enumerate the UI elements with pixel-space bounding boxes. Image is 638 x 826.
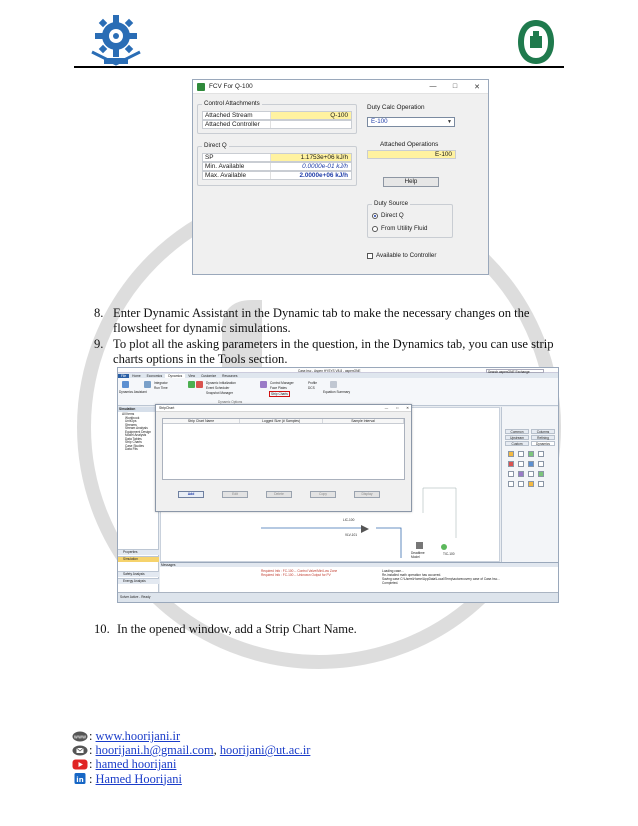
tree-item[interactable]: Model Analysis <box>125 433 147 437</box>
available-to-controller-checkbox[interactable] <box>367 252 436 259</box>
nav-properties[interactable]: Properties <box>118 549 159 555</box>
radio-direct-q[interactable] <box>372 212 404 219</box>
nav-safety-analysis[interactable]: Safety Analysis <box>118 571 159 577</box>
row-label: Max. Available <box>203 172 271 179</box>
ribbon-label[interactable]: DCS <box>308 386 315 390</box>
search-input[interactable]: Search aspenONE Exchange <box>486 369 544 373</box>
add-button[interactable]: Add <box>178 491 204 498</box>
ribbon-label[interactable]: Control Manager <box>270 381 294 385</box>
tab-resources[interactable]: Resources <box>222 373 238 378</box>
canvas-label-deadtime: Deadtime Model <box>411 551 425 559</box>
tree-item[interactable]: Streams <box>125 422 137 427</box>
fcv-dialog <box>192 79 489 275</box>
hysys-title: Case.hsc - Aspen HYSYS V8.8 - aspenONE <box>298 368 361 373</box>
nav-tree <box>118 412 158 451</box>
strip-chart-title-bar <box>156 405 411 412</box>
canvas-label-lic: LIC-100 <box>343 518 355 522</box>
attached-stream-row[interactable] <box>202 111 352 120</box>
attached-operations-field[interactable] <box>367 150 456 159</box>
fcv-title-bar <box>193 80 488 94</box>
checkbox-icon <box>367 253 373 259</box>
row-label: Attached Controller <box>203 121 271 128</box>
ribbon <box>118 378 558 406</box>
sp-row[interactable] <box>202 153 352 162</box>
run-icon[interactable] <box>188 381 195 388</box>
palette-icon[interactable] <box>528 471 534 477</box>
palette-icon[interactable] <box>508 471 514 477</box>
web-icon <box>72 731 88 742</box>
ribbon-label: Dynamics Assistant <box>119 390 147 394</box>
palette-icon[interactable] <box>528 481 534 487</box>
tree-item[interactable]: UnitOps <box>125 419 137 423</box>
palette-icon[interactable] <box>538 481 544 487</box>
university-seal-icon <box>516 18 556 66</box>
radio-label: From Utility Fluid <box>381 225 428 232</box>
message-line: Completed. <box>382 581 399 585</box>
tree-item[interactable]: Strip Charts <box>125 440 142 444</box>
row-label: Attached Stream <box>203 112 271 119</box>
model-palette <box>501 407 558 562</box>
messages-panel <box>160 562 558 592</box>
control-attachments-group <box>197 100 357 134</box>
group-caption: Control Attachments <box>204 100 260 107</box>
colon: : <box>89 757 96 772</box>
step-number: 10. <box>94 622 110 636</box>
ribbon-label[interactable]: Dynamic Initialization <box>206 381 236 385</box>
table-header <box>163 419 404 424</box>
contact-linkedin <box>72 772 310 786</box>
list-item <box>94 337 554 367</box>
email-icon <box>72 745 88 756</box>
maximize-icon[interactable]: □ <box>452 82 458 90</box>
hysys-title-bar <box>118 368 558 373</box>
message-red: Required Info : FC-100 -- Control Valve/Min/Low Zone <box>261 569 338 573</box>
row-value[interactable] <box>271 121 351 128</box>
tab-file[interactable]: File <box>118 374 129 378</box>
palette-tab-refining[interactable]: Refining <box>531 435 555 440</box>
stop-icon[interactable] <box>196 381 203 388</box>
list-item <box>94 306 554 336</box>
message-line: Saving case C:\Users\Home\AppData\Local\Temp\autorecovery case of Case.hsc... <box>382 577 500 581</box>
row-value[interactable]: 2.0000e+06 kJ/h <box>299 172 348 179</box>
row-value[interactable]: 0.0000e-01 kJ/h <box>302 163 348 170</box>
palette-tab-dynamics[interactable]: Dynamics <box>531 441 555 446</box>
strip-chart-table[interactable] <box>162 418 405 480</box>
strip-chart-dialog <box>155 404 412 512</box>
tab-view[interactable]: View <box>188 373 196 378</box>
tree-item[interactable]: Data Tables <box>125 436 142 441</box>
duty-calc-value: E-100 <box>371 118 388 125</box>
column-header: Strip Chart Name <box>163 419 240 423</box>
palette-icon[interactable] <box>528 461 534 467</box>
comma: , <box>213 743 220 758</box>
step-number: 9. <box>94 337 104 351</box>
integrator-icon[interactable] <box>144 381 151 388</box>
tab-customize[interactable]: Customize <box>201 373 217 378</box>
help-button[interactable]: Help <box>383 177 439 187</box>
min-available-row[interactable] <box>202 162 352 171</box>
youtube-link[interactable]: hamed hoorijani <box>95 757 177 772</box>
column-header: Logged Size (# Samples) <box>240 419 323 423</box>
nav-energy-analysis[interactable]: Energy Analysis <box>118 578 159 584</box>
close-icon[interactable]: ✕ <box>474 83 480 91</box>
website-link[interactable]: www.hoorijani.ir <box>95 729 181 743</box>
step-text: Enter Dynamic Assistant in the Dynamic tab to make the necessary changes on the flowsheet for dynamic simulations. <box>113 306 530 335</box>
tree-item[interactable]: All Items <box>122 412 135 416</box>
tree-item[interactable]: Case Studies <box>125 443 144 448</box>
palette-icon[interactable] <box>508 481 514 487</box>
duty-source-group <box>367 200 453 238</box>
message-line: Re-installed math operation has occurred. <box>382 573 442 577</box>
email-link-ut[interactable]: hoorijani@ut.ac.ir <box>219 743 311 758</box>
fcv-title: FCV For Q-100 <box>209 83 253 90</box>
tree-item[interactable]: Equipment Design <box>125 429 152 434</box>
colon: : <box>89 743 96 758</box>
palette-icon[interactable] <box>518 451 524 457</box>
radio-empty-icon <box>372 226 378 232</box>
equation-summary-icon[interactable] <box>330 381 337 388</box>
strip-chart-title: StripChart <box>159 406 175 410</box>
direct-q-group <box>197 142 357 186</box>
max-available-row[interactable] <box>202 171 352 180</box>
palette-icon[interactable] <box>508 461 514 467</box>
ribbon-label[interactable]: Face Plates <box>270 386 287 390</box>
palette-icon[interactable] <box>538 461 544 467</box>
nav-simulation[interactable]: Simulation <box>118 556 159 562</box>
palette-icon[interactable] <box>538 471 544 477</box>
contact-email <box>72 743 310 757</box>
app-icon <box>197 83 205 91</box>
tree-item[interactable]: Stream Analysis <box>125 426 148 430</box>
svg-text:www: www <box>73 734 87 741</box>
copy-button[interactable]: Copy <box>310 491 336 498</box>
email-link-gmail[interactable]: hoorijani.h@gmail.com <box>95 743 214 758</box>
radio-selected-icon <box>372 213 378 219</box>
row-label: Min. Available <box>203 163 271 170</box>
navigation-pane <box>118 407 159 592</box>
contact-youtube <box>72 757 310 771</box>
palette-tab-common[interactable]: Common <box>505 429 529 434</box>
linkedin-link[interactable]: Hamed Hoorijani <box>95 771 182 786</box>
nav-header: Simulation <box>118 407 158 412</box>
minimize-icon[interactable]: — <box>429 82 437 90</box>
tab-home[interactable]: Home <box>132 373 141 378</box>
palette-tab-upstream[interactable]: Upstream <box>505 435 529 440</box>
step-number: 8. <box>94 306 104 320</box>
palette-icon[interactable] <box>528 451 534 457</box>
message-line: Loading case... <box>382 569 404 573</box>
tree-item[interactable]: Data Fits <box>125 447 138 451</box>
row-value[interactable]: Q-100 <box>271 112 351 119</box>
list-item <box>94 622 554 637</box>
ribbon-label: Integrator <box>154 381 168 385</box>
maximize-icon[interactable]: □ <box>396 406 399 410</box>
canvas-label-vlv: VLV-101 <box>345 533 357 537</box>
palette-icon[interactable] <box>518 471 524 477</box>
radio-label: Direct Q <box>381 212 404 219</box>
ribbon-label[interactable]: Equation Summary <box>323 390 351 394</box>
status-bar: Solver Active - Ready <box>118 592 558 602</box>
ribbon-group-label: Dynamic Options <box>218 400 243 404</box>
radio-from-utility-fluid[interactable] <box>372 225 427 232</box>
contact-list <box>72 729 310 786</box>
gear-logo-icon <box>86 10 146 68</box>
group-caption: Direct Q <box>204 142 227 149</box>
tab-economics[interactable]: Economics <box>146 373 163 378</box>
canvas-label-tic: TIC-100 <box>443 552 455 556</box>
colon: : <box>89 771 96 786</box>
message-red: Required Info : FC-100 -- Unknown Output for PV <box>261 573 331 577</box>
palette-icon[interactable] <box>538 451 544 457</box>
attached-operations-value: E-100 <box>434 151 452 158</box>
minimize-icon[interactable]: — <box>384 406 389 410</box>
duty-calc-label: Duty Calc Operation <box>367 104 425 111</box>
row-label: SP <box>203 154 271 161</box>
delete-button[interactable]: Delete <box>266 491 292 498</box>
edit-button[interactable]: Edit <box>222 491 248 498</box>
step-text: In the opened window, add a Strip Chart Name. <box>117 622 357 636</box>
row-value[interactable]: 1.1753e+06 kJ/h <box>271 154 351 161</box>
display-button[interactable]: Display <box>354 491 380 498</box>
attached-controller-row[interactable] <box>202 120 352 129</box>
group-caption: Duty Source <box>374 200 409 207</box>
svg-text:in: in <box>76 775 84 784</box>
ribbon-label: Run Time <box>154 386 168 390</box>
palette-tab-columns[interactable]: Columns <box>531 429 555 434</box>
messages-header: Messages <box>160 563 558 567</box>
linkedin-icon <box>72 773 88 784</box>
step-text: To plot all the asking parameters in the question, in the Dynamics tab, you can use strip charts options in the Tools section. <box>113 337 554 366</box>
close-icon[interactable]: ✕ <box>406 406 409 410</box>
strip-charts-ribbon-button[interactable]: Strip Charts <box>271 391 288 396</box>
control-manager-icon[interactable] <box>260 381 267 388</box>
palette-icon[interactable] <box>518 461 524 467</box>
palette-tab-custom[interactable]: Custom <box>505 441 529 446</box>
ribbon-label[interactable]: Event Scheduler <box>206 386 230 390</box>
chevron-down-icon: ▼ <box>447 119 452 125</box>
youtube-icon <box>72 759 88 770</box>
column-header: Sample Interval <box>323 419 404 423</box>
tree-item[interactable]: Workbook <box>125 415 140 420</box>
palette-icon[interactable] <box>508 451 514 457</box>
attached-operations-label: Attached Operations <box>380 141 439 148</box>
dynamics-assistant-icon[interactable] <box>122 381 129 388</box>
checkbox-label: Available to Controller <box>376 252 437 259</box>
tab-dynamics[interactable]: Dynamics <box>165 374 185 378</box>
contact-website <box>72 729 310 743</box>
header-rule <box>74 66 564 68</box>
palette-icon[interactable] <box>518 481 524 487</box>
colon: : <box>89 729 96 743</box>
ribbon-label[interactable]: Profile <box>308 381 318 385</box>
ribbon-label[interactable]: Snapshot Manager <box>206 391 233 395</box>
duty-calc-select[interactable] <box>367 117 455 127</box>
